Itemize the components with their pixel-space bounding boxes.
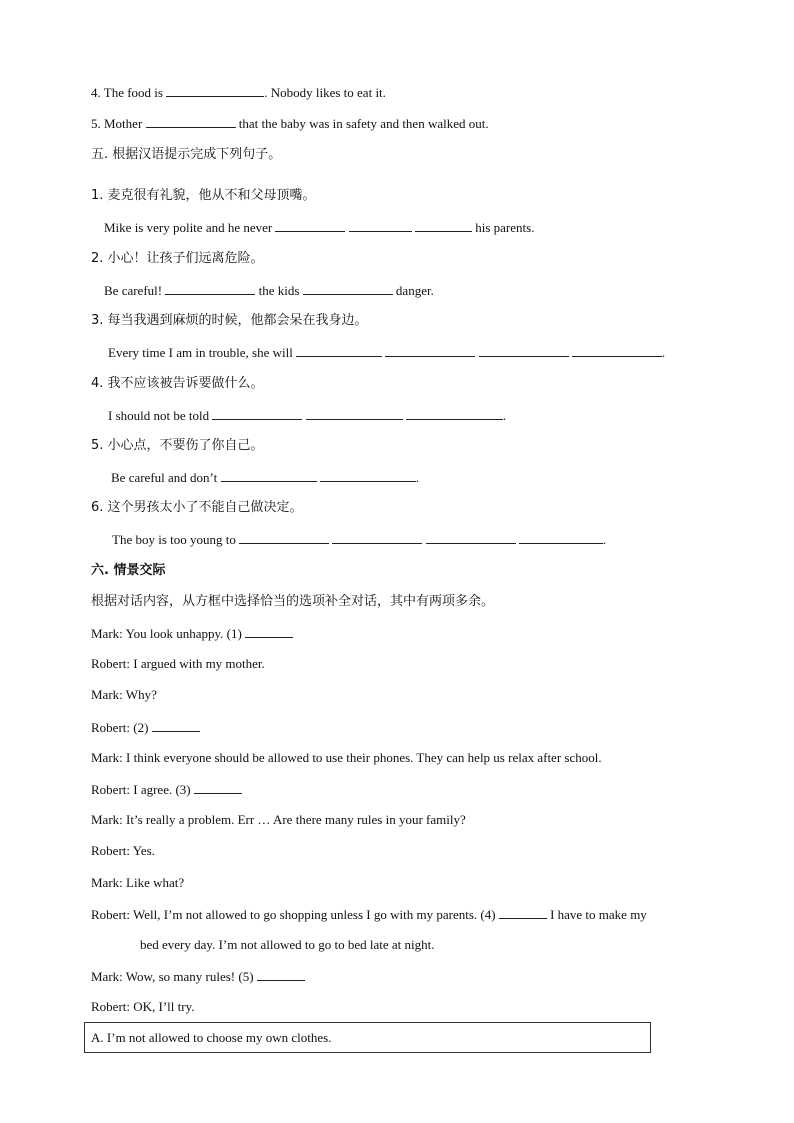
answer-blank[interactable] xyxy=(221,469,317,482)
dialogue-text: I think everyone should be allowed to use their phones. They can help us relax after school. xyxy=(126,750,602,765)
sentence-text: . xyxy=(661,345,666,360)
option-a: A. I’m not allowed to choose my own clothes. xyxy=(91,1030,332,1045)
dialogue-text: (2) xyxy=(133,720,152,735)
en-sentence xyxy=(108,344,665,361)
speaker-label: Robert: xyxy=(91,656,130,671)
sentence-text: . xyxy=(415,470,419,485)
section-heading-6: 六. 情景交际 xyxy=(91,563,166,578)
dialogue-text: I have to make my xyxy=(546,907,647,922)
cn-prompt: 6. 这个男孩太小了不能自己做决定。 xyxy=(91,500,303,515)
dialogue-text: You look unhappy. (1) xyxy=(125,626,246,641)
answer-blank[interactable] xyxy=(572,344,662,357)
dialogue-line xyxy=(91,875,184,891)
answer-blank[interactable] xyxy=(332,531,422,544)
dialogue-line xyxy=(91,750,602,766)
dialogue-text: Well, I’m not allowed to go shopping unless I go with my parents. (4) xyxy=(133,907,499,922)
answer-blank[interactable] xyxy=(479,344,569,357)
answer-blank[interactable] xyxy=(306,407,403,420)
dialogue-line xyxy=(91,999,195,1015)
dialogue-text: OK, I’ll try. xyxy=(133,999,195,1014)
dialogue-line xyxy=(91,656,265,672)
dialogue-text: Wow, so many rules! (5) xyxy=(125,969,257,984)
answer-blank[interactable] xyxy=(415,219,472,232)
answer-blank[interactable] xyxy=(166,84,264,97)
speaker-label: Mark: xyxy=(91,969,123,984)
speaker-label: Mark: xyxy=(91,750,123,765)
answer-blank[interactable] xyxy=(499,906,547,919)
cn-prompt: 3. 每当我遇到麻烦的时候，他都会呆在我身边。 xyxy=(91,313,368,328)
speaker-label: Robert: xyxy=(91,907,130,922)
sentence-text: The boy is too young to xyxy=(112,532,240,547)
answer-blank[interactable] xyxy=(275,219,345,232)
options-box xyxy=(84,1022,651,1053)
sentence-text: Be careful and don’t xyxy=(111,470,221,485)
dialogue-line xyxy=(91,719,200,736)
en-sentence xyxy=(108,407,506,424)
dialogue-line xyxy=(91,843,155,859)
sentence-text: . xyxy=(602,532,607,547)
question-4 xyxy=(91,84,386,101)
sentence-text: danger. xyxy=(392,283,434,298)
dialogue-line xyxy=(140,937,434,953)
answer-blank[interactable] xyxy=(320,469,416,482)
answer-blank[interactable] xyxy=(385,344,475,357)
speaker-label: Robert: xyxy=(91,999,130,1014)
sentence-text: . xyxy=(502,408,507,423)
cn-prompt: 5. 小心点，不要伤了你自己。 xyxy=(91,438,264,453)
dialogue-line xyxy=(91,968,305,985)
dialogue-line xyxy=(91,625,293,642)
answer-blank[interactable] xyxy=(426,531,516,544)
speaker-label: Robert: xyxy=(91,843,130,858)
question-5 xyxy=(91,115,489,132)
section-instruction: 根据对话内容，从方框中选择恰当的选项补全对话，其中有两项多余。 xyxy=(91,594,495,609)
dialogue-line xyxy=(91,812,466,828)
dialogue-text: bed every day. I’m not allowed to go to bed late at night. xyxy=(140,937,435,952)
dialogue-text: Yes. xyxy=(132,843,155,858)
speaker-label: Mark: xyxy=(91,626,123,641)
answer-blank[interactable] xyxy=(296,344,382,357)
sentence-text: the kids xyxy=(255,283,303,298)
answer-blank[interactable] xyxy=(165,282,255,295)
sentence-text: Be careful! xyxy=(104,283,166,298)
speaker-label: Mark: xyxy=(91,812,123,827)
speaker-label: Robert: xyxy=(91,720,130,735)
answer-blank[interactable] xyxy=(257,968,305,981)
sentence-text: I should not be told xyxy=(108,408,213,423)
question-text: . Nobody likes to eat it. xyxy=(264,85,386,100)
speaker-label: Mark: xyxy=(91,875,123,890)
dialogue-text: Why? xyxy=(125,687,157,702)
speaker-label: Mark: xyxy=(91,687,123,702)
speaker-label: Robert: xyxy=(91,782,130,797)
dialogue-line xyxy=(91,781,242,798)
dialogue-text: I argued with my mother. xyxy=(133,656,265,671)
en-sentence xyxy=(104,219,534,236)
dialogue-text: Like what? xyxy=(126,875,185,890)
answer-blank[interactable] xyxy=(146,115,236,128)
dialogue-line xyxy=(91,906,647,923)
en-sentence xyxy=(111,469,419,486)
en-sentence xyxy=(112,531,606,548)
cn-prompt: 4. 我不应该被告诉要做什么。 xyxy=(91,376,264,391)
answer-blank[interactable] xyxy=(194,781,242,794)
dialogue-line xyxy=(91,687,157,703)
en-sentence xyxy=(104,282,434,299)
sentence-text: Mike is very polite and he never xyxy=(104,220,276,235)
question-text: 4. The food is xyxy=(91,85,167,100)
answer-blank[interactable] xyxy=(349,219,412,232)
dialogue-text: I agree. (3) xyxy=(133,782,194,797)
question-text: that the baby was in safety and then walked out. xyxy=(235,116,489,131)
cn-prompt: 1. 麦克很有礼貌，他从不和父母顶嘴。 xyxy=(91,188,316,203)
sentence-text: Every time I am in trouble, she will xyxy=(108,345,297,360)
answer-blank[interactable] xyxy=(239,531,329,544)
sentence-text: his parents. xyxy=(471,220,535,235)
cn-prompt: 2. 小心！让孩子们远离危险。 xyxy=(91,251,264,266)
answer-blank[interactable] xyxy=(212,407,302,420)
answer-blank[interactable] xyxy=(303,282,393,295)
dialogue-text: It’s really a problem. Err … Are there many rules in your family? xyxy=(126,812,466,827)
answer-blank[interactable] xyxy=(245,625,293,638)
answer-blank[interactable] xyxy=(519,531,603,544)
question-text: 5. Mother xyxy=(91,116,146,131)
answer-blank[interactable] xyxy=(406,407,503,420)
section-heading-5: 五. 根据汉语提示完成下列句子。 xyxy=(91,147,282,162)
answer-blank[interactable] xyxy=(152,719,200,732)
